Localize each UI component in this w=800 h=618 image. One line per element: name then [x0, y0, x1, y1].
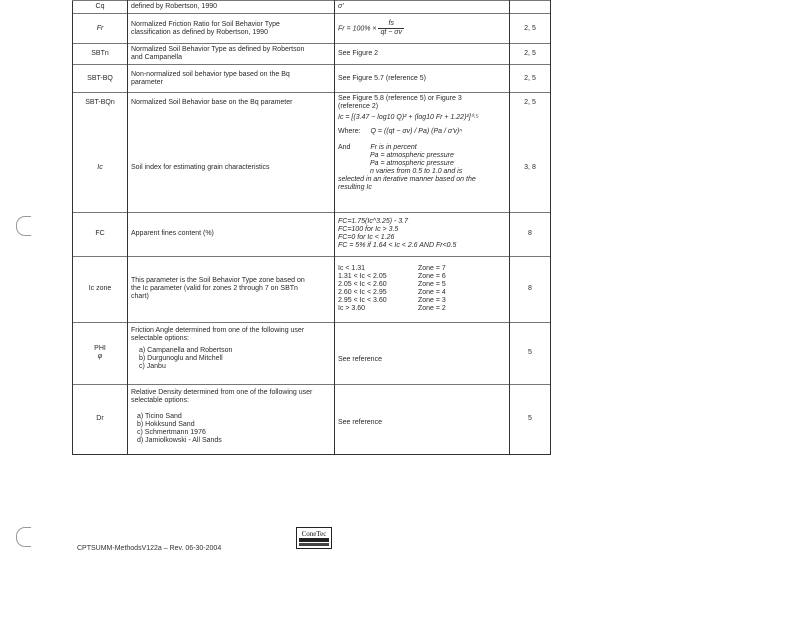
table-row: [73, 65, 551, 93]
row-reference: 8: [510, 212, 551, 256]
row-description: defined by Robertson, 1990: [128, 1, 335, 14]
row-reference: [510, 1, 551, 14]
row-symbol: Ic: [73, 124, 128, 212]
row-symbol: Ic zone: [73, 256, 128, 322]
row-reference: 8: [510, 256, 551, 322]
row-symbol: Dr: [73, 384, 128, 454]
row-method: FC=1.75(Ic^3.25) - 3.7 FC=100 for Ic > 3.5 FC=0 for Ic < 1.26 FC = 5% if 1.64 < Ic < 2.6 AND Fr<0.5: [335, 212, 510, 256]
row-symbol: Fr: [73, 14, 128, 44]
row-description: Normalized Friction Ratio for Soil Behavior Type classification as defined by Robertson, 1990: [128, 14, 335, 44]
parameter-table: [72, 0, 551, 455]
row-reference: 5: [510, 322, 551, 384]
table-row: [73, 124, 551, 212]
row-description: This parameter is the Soil Behavior Type zone based on the Ic parameter (valid for zones 2 through 7 on SBTn chart): [128, 256, 335, 322]
table-row: [73, 322, 551, 384]
row-description: Normalized Soil Behavior Type as defined by Robertson and Campanella: [128, 44, 335, 65]
row-reference: 2, 5: [510, 65, 551, 93]
ic-zone-list: Ic < 1.31 Zone = 7 1.31 < Ic < 2.05 Zone = 6 2.05 < Ic < 2.60 Zone = 5 2.60 < Ic < 2.95 Zone = 4 2.95 < Ic < 3.60 Zone = 3 Ic > 3.60 Zone = 2: [335, 256, 510, 322]
fr-fraction: $\frac{fs}{qt - \sigma v}$: [380, 20, 403, 36]
row-symbol: PHI φ: [73, 322, 128, 384]
row-description: Non-normalized soil behavior type based on the Bq parameter: [128, 65, 335, 93]
row-symbol: Cq: [73, 1, 128, 14]
logo-bar-lower: [299, 543, 329, 546]
punch-hole-bottom: [16, 527, 31, 547]
q-formula-line: Where: Q = ((qt − σv) / Pa) (Pa / σ'v)ⁿ: [338, 128, 462, 135]
row-method: Where: Q = ((qt − σv) / Pa) (Pa / σ'v)ⁿ And Fr is in percent Pa = atmospheric pressure Pa = atmospheric pressure n varies from 0.5 to 1.0 and is selected in an iterative manner based on the resulting Ic: [335, 124, 510, 212]
row-method: See Figure 5.8 (reference 5) or Figure 3 (reference 2) Ic = [(3.47 − log10 Q)² + (log10 Fr + 1.22)²]⁰·⁵: [335, 93, 510, 125]
row-reference: 3, 8: [510, 124, 551, 212]
row-reference: 2, 5: [510, 14, 551, 44]
ic-formula: Ic = [(3.47 − log10 Q)² + (log10 Fr + 1.22)²]⁰·⁵: [338, 114, 479, 121]
logo-text: ConeTec: [301, 530, 327, 538]
footer-revision: CPTSUMM-MethodsV122a – Rev. 06-30-2004: [77, 545, 222, 552]
row-method: See Figure 5.7 (reference 5): [335, 65, 510, 93]
table-row: [73, 93, 551, 125]
row-description: Relative Density determined from one of the following user selectable options: a) Ticino Sand b) Hokksund Sand c) Schmertmann 1976 d) Jamiolkowski - All Sands: [128, 384, 335, 454]
row-method: See Figure 2: [335, 44, 510, 65]
dr-options-list: a) Ticino Sand b) Hokksund Sand c) Schmertmann 1976 d) Jamiolkowski - All Sands: [137, 412, 222, 444]
row-symbol: SBTn: [73, 44, 128, 65]
conetec-logo: [296, 527, 332, 549]
row-symbol: SBT-BQ: [73, 65, 128, 93]
row-reference: 2, 5: [510, 93, 551, 125]
row-method: See reference: [335, 384, 510, 454]
row-description: Apparent fines content (%): [128, 212, 335, 256]
row-reference: 2, 5: [510, 44, 551, 65]
table-row: [73, 256, 551, 322]
table-row: [73, 14, 551, 44]
fr-formula: Fr = 100% × $\frac{fs}{qt - \sigma v}$: [335, 14, 510, 44]
row-reference: 5: [510, 384, 551, 454]
table-row: [73, 212, 551, 256]
phi-options-list: a) Campanella and Robertson b) Durgunoglu and Mitchell c) Janbu: [139, 346, 233, 370]
logo-bar: [299, 538, 329, 542]
row-symbol: FC: [73, 212, 128, 256]
table-row: [73, 44, 551, 65]
row-method: σ': [335, 1, 510, 14]
row-symbol: SBT-BQn: [73, 93, 128, 125]
table-row: [73, 384, 551, 454]
row-method: See reference: [335, 322, 510, 384]
row-description: Normalized Soil Behavior base on the Bq parameter: [128, 93, 335, 125]
row-description: Friction Angle determined from one of the following user selectable options: a) Campanella and Robertson b) Durgunoglu and Mitchell c) Janbu: [128, 322, 335, 384]
row-description: Soil index for estimating grain characteristics: [128, 124, 335, 212]
table-row: [73, 1, 551, 14]
punch-hole-top: [16, 216, 31, 236]
